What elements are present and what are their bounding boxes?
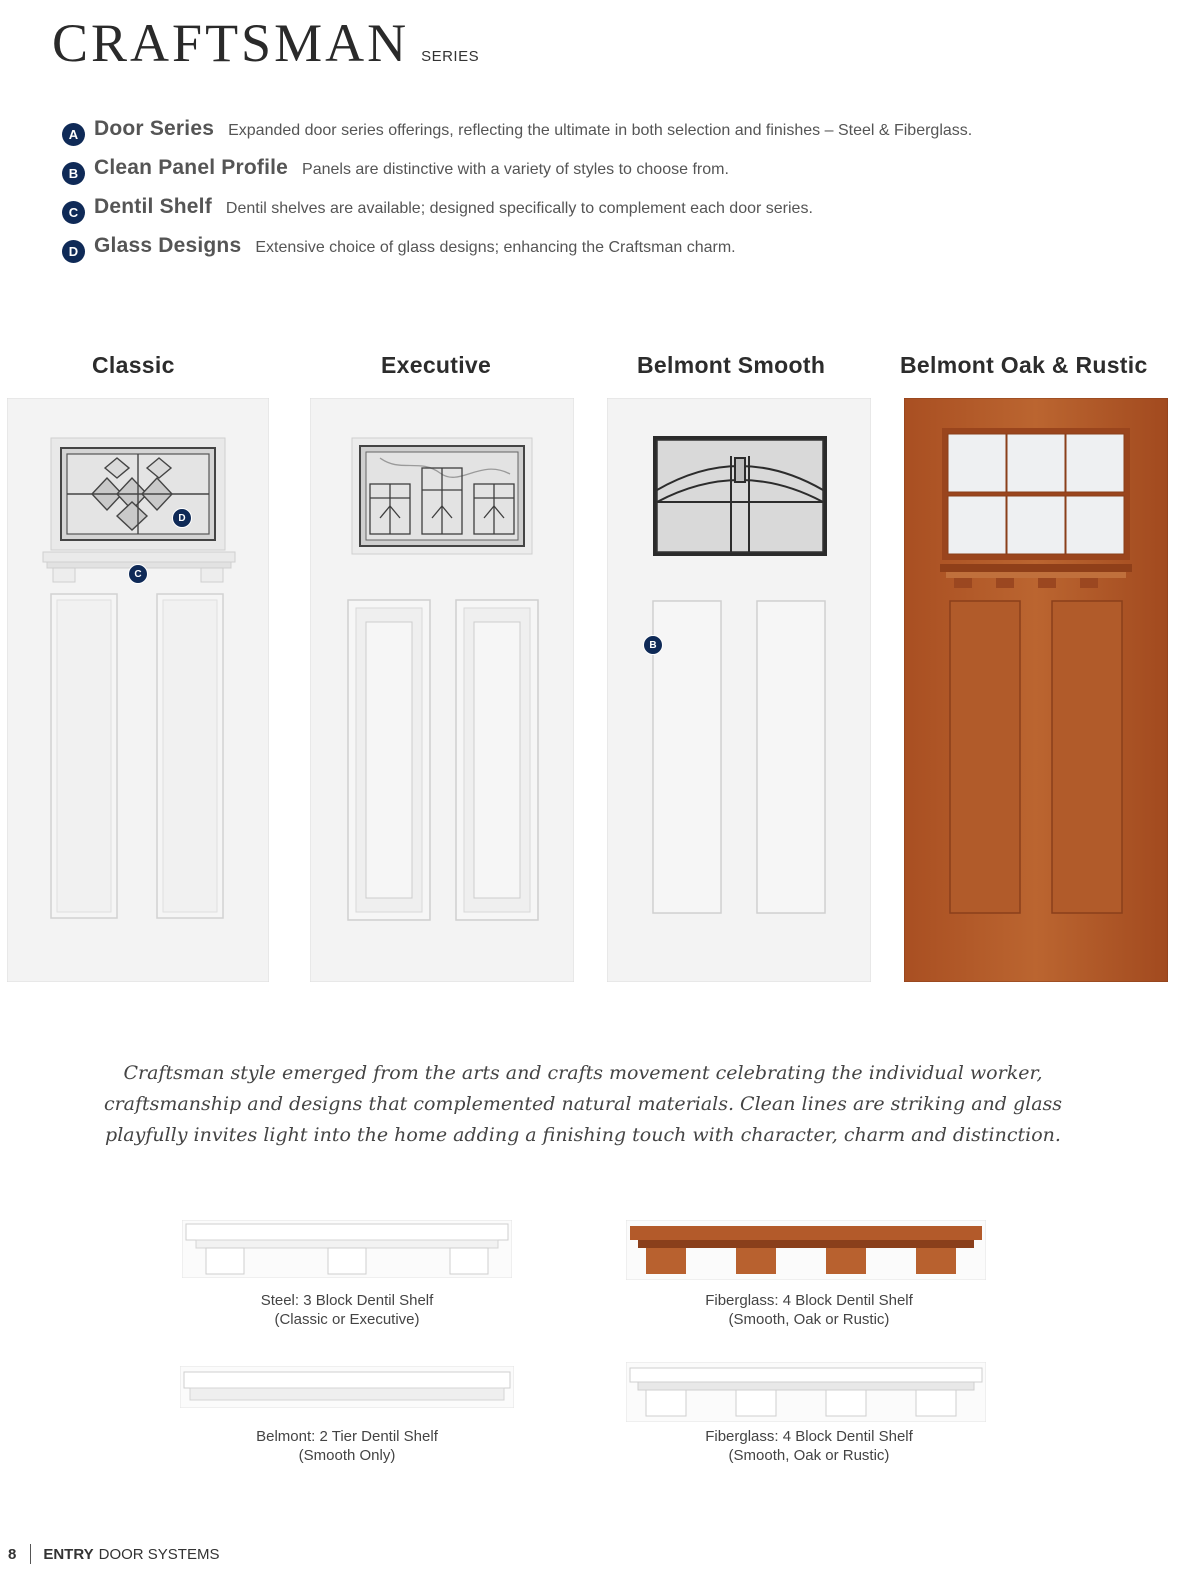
feature-badge: D [62, 240, 85, 263]
craftsman-description: Craftsman style emerged from the arts and crafts movement celebrating the individual worker, craftsmanship and designs that complemented natural materials. Clean lines are striking and glass playfully invites light into the home adding a finishing touch with character, charm and distinction. [103, 1062, 1063, 1146]
feature-item [62, 195, 1182, 234]
shelf-image-belmont-2-tier [180, 1366, 514, 1408]
door-image-classic [7, 398, 269, 982]
series-title: CRAFTSMAN [52, 13, 410, 73]
shelf-caption-line2: (Smooth Only) [298, 1447, 396, 1464]
feature-name: Glass Designs [94, 234, 242, 257]
feature-name: Clean Panel Profile [94, 156, 289, 179]
door-image-executive [310, 398, 574, 982]
footer-brand-rest: DOOR SYSTEMS [98, 1545, 220, 1563]
footer-divider [30, 1544, 31, 1564]
feature-description: Expanded door series offerings, reflecting the ultimate in both selection and finishes – Steel & Fiberglass. [228, 122, 973, 139]
feature-list [62, 117, 1182, 273]
feature-item [62, 234, 1182, 273]
shelf-caption-line1: Belmont: 2 Tier Dentil Shelf [256, 1428, 438, 1445]
footer-brand-bold: ENTRY [43, 1545, 94, 1563]
feature-item [62, 117, 1182, 156]
marker-c: C [128, 564, 148, 584]
door-image-belmont-oak-rustic [904, 398, 1168, 982]
marker-d: D [172, 508, 192, 528]
page-footer [8, 1544, 219, 1564]
feature-name: Dentil Shelf [94, 195, 212, 218]
shelf-image-fiberglass-4-block-white [626, 1362, 986, 1422]
shelf-caption-line2: (Smooth, Oak or Rustic) [728, 1447, 890, 1464]
shelf-caption-line2: (Smooth, Oak or Rustic) [728, 1311, 890, 1328]
feature-description: Dentil shelves are available; designed specifically to complement each door series. [225, 200, 813, 217]
feature-badge: B [62, 162, 85, 185]
page-title [52, 12, 479, 74]
shelf-caption [626, 1427, 992, 1465]
page-number: 8 [8, 1545, 17, 1563]
series-subtitle: SERIES [421, 48, 480, 65]
shelf-image-fiberglass-4-block-wood [626, 1220, 986, 1280]
feature-item [62, 156, 1182, 195]
shelf-image-steel-3-block [182, 1220, 512, 1278]
feature-description: Panels are distinctive with a variety of styles to choose from. [302, 161, 729, 178]
shelf-caption [626, 1291, 992, 1329]
marker-b: B [643, 635, 663, 655]
door-title-belmont-smooth: Belmont Smooth [637, 352, 826, 378]
shelf-caption-line1: Steel: 3 Block Dentil Shelf [260, 1292, 434, 1309]
feature-name: Door Series [94, 117, 215, 140]
feature-badge: A [62, 123, 85, 146]
shelf-caption-line2: (Classic or Executive) [274, 1311, 420, 1328]
feature-badge: C [62, 201, 85, 224]
door-image-belmont-smooth [607, 398, 871, 982]
door-title-executive: Executive [381, 352, 492, 378]
shelf-caption [180, 1427, 514, 1465]
feature-description: Extensive choice of glass designs; enhancing the Craftsman charm. [255, 239, 736, 256]
door-title-classic: Classic [92, 352, 175, 378]
shelf-caption [182, 1291, 512, 1329]
door-title-belmont-oak-rustic: Belmont Oak & Rustic [900, 352, 1148, 378]
shelf-caption-line1: Fiberglass: 4 Block Dentil Shelf [705, 1428, 913, 1445]
shelf-caption-line1: Fiberglass: 4 Block Dentil Shelf [705, 1292, 913, 1309]
